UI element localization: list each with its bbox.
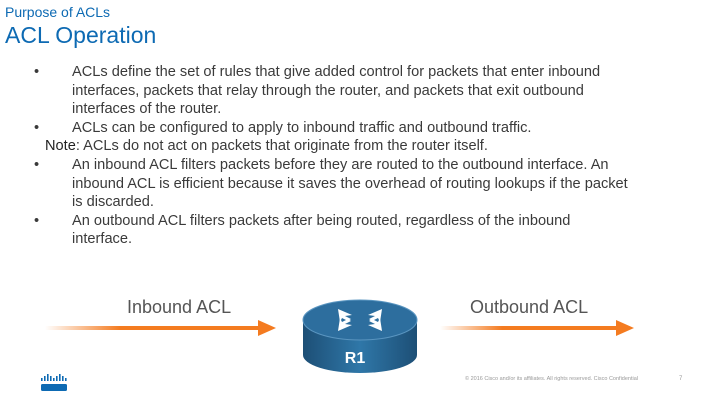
section-subtitle: Purpose of ACLs	[5, 4, 111, 20]
bullet-line: ACLs define the set of rules that give added control for packets that enter inbound	[72, 64, 601, 80]
page-number: 7	[679, 376, 683, 382]
inbound-acl-label: Inbound ACL	[127, 297, 232, 317]
cisco-logo-icon	[39, 374, 69, 392]
bullet-icon: •	[34, 119, 40, 136]
note-line	[45, 137, 695, 156]
bullet-line: interfaces, packets that relay through the router, and packets that exit outbound	[72, 82, 584, 99]
bullet-line: interface.	[72, 231, 133, 248]
note-text: : ACLs do not act on packets that originate from the router itself.	[75, 138, 488, 155]
outbound-acl-label: Outbound ACL	[470, 297, 589, 317]
bullet-line: An inbound ACL filters packets before they are routed to the outbound interface. An	[72, 156, 609, 173]
bullet-icon: •	[34, 64, 40, 80]
bullet-item	[34, 212, 695, 249]
router-label: R1	[344, 350, 366, 367]
note-label: Note	[45, 138, 76, 155]
outbound-arrow-icon	[440, 320, 634, 336]
bullet-icon: •	[34, 212, 40, 229]
bullet-icon: •	[34, 156, 40, 173]
bullet-line: interfaces of the router.	[72, 101, 222, 118]
bullet-item	[34, 156, 695, 212]
slide-title: ACL Operation	[5, 22, 157, 48]
bullet-item	[34, 63, 695, 119]
copyright-text: © 2016 Cisco and/or its affiliates. All rights reserved. Cisco Confidential	[465, 376, 639, 382]
bullet-line: An outbound ACL filters packets after being routed, regardless of the inbound	[72, 212, 571, 229]
bullet-line: is discarded.	[72, 194, 154, 211]
acl-diagram	[0, 285, 720, 380]
bullet-line: inbound ACL is efficient because it saves the overhead of routing lookups if the packet	[72, 175, 628, 192]
bullet-line: ACLs can be configured to apply to inbound traffic and outbound traffic.	[72, 119, 532, 136]
slide-body	[34, 63, 695, 249]
inbound-arrow-icon	[45, 320, 276, 336]
bullet-item	[34, 119, 695, 138]
